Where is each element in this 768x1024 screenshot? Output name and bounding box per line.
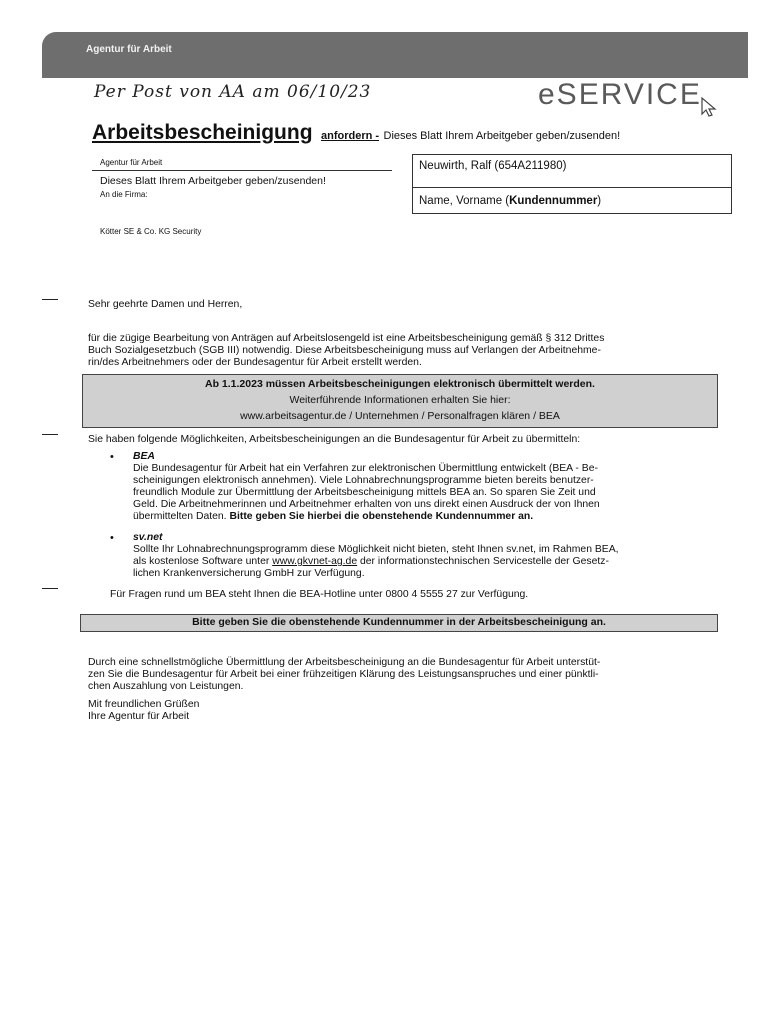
firm-label: An die Firma:: [100, 190, 148, 199]
intro-paragraph: für die zügige Bearbeitung von Anträgen auf Arbeitslosengeld ist eine Arbeitsbescheinigung gemäß § 312 Drittes Buch Sozialgesetzbuch (SGB III) notwendig. Diese Arbeitsbescheinigung muss auf Verlangen der Arbeitnehme- rin/des Arbeitnehmers oder der Bundesagentur für Arbeit erstellt werden.: [88, 333, 605, 368]
title-anfordern: anfordern -: [320, 130, 380, 142]
margin-mark: [42, 299, 58, 300]
notice-box: [82, 374, 718, 428]
customer-box-divider: [413, 187, 731, 188]
header-org: Agentur für Arbeit: [86, 44, 172, 55]
firm-name: Kötter SE & Co. KG Security: [100, 227, 202, 236]
margin-mark: [42, 434, 58, 435]
signoff: Mit freundlichen Grüßen Ihre Agentur für Arbeit: [88, 699, 200, 722]
address-instruction: Dieses Blatt Ihrem Arbeitgeber geben/zusenden!: [100, 175, 326, 187]
customer-box-label: Name, Vorname (Kundennummer): [419, 195, 602, 207]
bullet-icon: •: [110, 532, 114, 544]
title-line: [92, 121, 620, 145]
notice-line-2: Weiterführende Informationen erhalten Sie hier:: [289, 394, 511, 406]
customer-box: [412, 154, 732, 214]
eservice-logo: eSERVICE: [538, 78, 702, 111]
notice-url[interactable]: www.arbeitsagentur.de / Unternehmen / Personalfragen klären / BEA: [240, 410, 560, 422]
hotline-text: Für Fragen rund um BEA steht Ihnen die BEA-Hotline unter 0800 4 5555 27 zur Verfügung.: [110, 589, 529, 600]
cursor-icon: [700, 96, 718, 118]
svnet-paragraph: Sollte Ihr Lohnabrechnungsprogramm diese Möglichkeit nicht bieten, steht Ihnen sv.net, im Rahmen BEA, als kostenlose Software unter www.gkvnet-ag.de der informationstechnischen Servicestelle der Gesetz- lichen Krankenversicherung GmbH zur Verfügung.: [133, 544, 619, 579]
salutation: Sehr geehrte Damen und Herren,: [88, 299, 243, 310]
bullet-icon: •: [110, 451, 114, 463]
gkvnet-link[interactable]: www.gkvnet-ag.de: [272, 556, 358, 567]
svnet-heading: sv.net: [133, 532, 163, 543]
closing-paragraph: Durch eine schnellstmögliche Übermittlung der Arbeitsbescheinigung an die Bundesagentur für Arbeit unterstüt- zen Sie die Bundesagentur für Arbeit bei einer frühzeitigen Klärung des Leistungsanspruches und einer pünktli- chen Auszahlung von Leistungen.: [88, 657, 601, 692]
header-band: [42, 32, 748, 78]
bea-heading: BEA: [133, 451, 155, 462]
kundennummer-box: [80, 614, 718, 632]
handwritten-note: Per Post von AA am 06/10/23: [94, 82, 372, 102]
title-instruction: Dieses Blatt Ihrem Arbeitgeber geben/zusenden!: [383, 130, 621, 142]
sender-org: Agentur für Arbeit: [100, 158, 163, 167]
document-title: Arbeitsbescheinigung: [92, 121, 313, 144]
margin-mark: [42, 588, 58, 589]
kundennummer-text: Bitte geben Sie die obenstehende Kundennummer in der Arbeitsbescheinigung an.: [192, 616, 606, 628]
address-divider: [92, 170, 392, 171]
notice-line-1: Ab 1.1.2023 müssen Arbeitsbescheinigungen elektronisch übermittelt werden.: [205, 378, 595, 390]
customer-name-number: Neuwirth, Ralf (654A211980): [419, 160, 567, 172]
bea-paragraph: Die Bundesagentur für Arbeit hat ein Verfahren zur elektronischen Übermittlung entwickelt (BEA - Be- scheinigungen elektronisch annehmen). Viele Lohnabrechnungsprogramme bieten bereits benutzer- freundlich Module zur Übermittlung der Arbeitsbescheinigung mittels BEA an. So sparen Sie Zeit und Geld. Die Arbeitnehmerinnen und Arbeitnehmer erhalten von uns direkt einen Ausdruck der von Ihnen übermittelten Daten. Bitte geben Sie hierbei die obenstehende Kundennummer an.: [133, 463, 600, 522]
options-intro: Sie haben folgende Möglichkeiten, Arbeitsbescheinigungen an die Bundesagentur für Arbeit zu übermitteln:: [88, 434, 581, 445]
